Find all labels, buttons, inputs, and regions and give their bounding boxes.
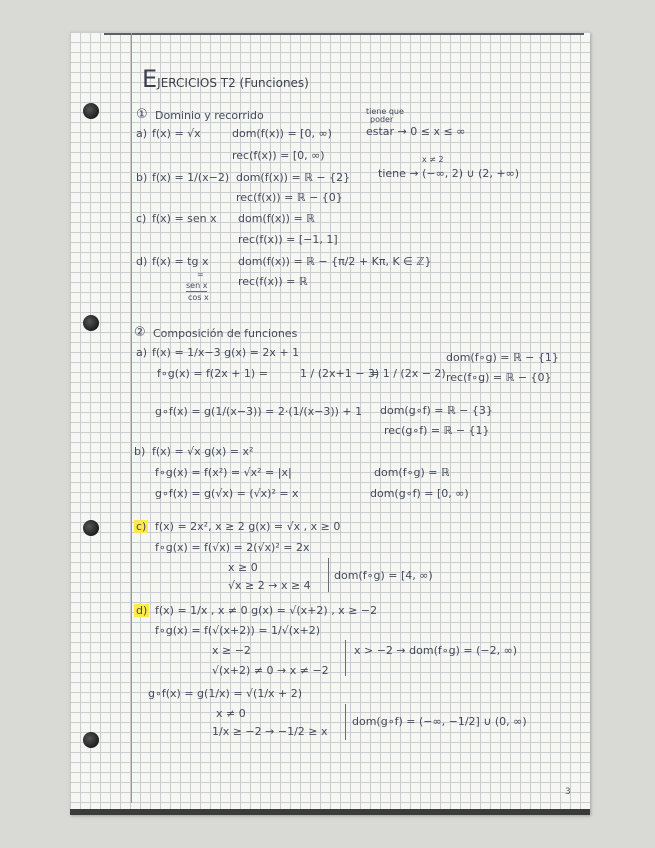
composition-gof: g∘f(x) = g(1/x) = √(1/x + 2) (148, 687, 303, 700)
functions-definition: f(x) = 2x², x ≥ 2 g(x) = √x , x ≥ 0 (155, 520, 341, 533)
domain-result: dom(f∘g) = [4, ∞) (334, 569, 433, 582)
condition: 1/x ≥ −2 → −1/2 ≥ x (212, 725, 328, 738)
binder-hole (83, 732, 99, 748)
margin-line (131, 33, 132, 803)
composition-fog-result: = 1 / (2x − 2) (370, 367, 446, 380)
brace-line (345, 704, 346, 740)
brace-line (328, 558, 329, 592)
domain-result: dom(g∘f) = ℝ − {3} (380, 404, 493, 417)
item-label: a) (136, 127, 148, 140)
side-note: tiene → (−∞, 2) ∪ (2, +∞) (378, 167, 520, 180)
functions-definition: f(x) = 1/x , x ≠ 0 g(x) = √(x+2) , x ≥ −2 (155, 604, 378, 617)
highlighted-label: c) (136, 520, 147, 533)
domain-result: dom(f(x)) = ℝ − {π/2 + Kπ, K ∈ ℤ} (238, 255, 432, 268)
domain-result: dom(f(x)) = [0, ∞) (232, 127, 332, 140)
range-result: rec(f(x)) = ℝ − {0} (236, 191, 343, 204)
side-note-line-1: tiene que (366, 107, 404, 116)
fraction-denominator: cos x (188, 293, 209, 302)
section-1-heading: Dominio y recorrido (155, 109, 264, 122)
functions-definition: f(x) = √x g(x) = x² (152, 445, 254, 458)
page-bottom-edge (70, 809, 590, 815)
condition: √(x+2) ≠ 0 → x ≠ −2 (212, 664, 329, 677)
binder-hole (83, 520, 99, 536)
fraction-numerator: sen x (186, 281, 208, 290)
range-result: rec(g∘f) = ℝ − {1} (384, 424, 490, 437)
section-2-number: ② (134, 325, 146, 340)
page-number: 3 (565, 787, 571, 797)
side-note-line-2: poder (370, 115, 394, 124)
function-definition: f(x) = √x (152, 127, 201, 140)
range-result: rec(f(x)) = [0, ∞) (232, 149, 325, 162)
composition-gof: g∘f(x) = g(1/(x−3)) = 2·(1/(x−3)) + 1 (155, 405, 363, 418)
condition: x ≥ 0 (228, 561, 258, 574)
side-note-line-3: estar → 0 ≤ x ≤ ∞ (366, 125, 466, 138)
domain-result: dom(g∘f) = (−∞, −1/2] ∪ (0, ∞) (352, 715, 527, 728)
item-label: b) (134, 445, 146, 458)
item-label: a) (136, 346, 148, 359)
functions-definition: f(x) = 1/x−3 g(x) = 2x + 1 (152, 346, 300, 359)
page-title (142, 65, 309, 93)
composition-fog: f∘g(x) = f(√(x+2)) = 1/√(x+2) (155, 624, 321, 637)
item-label: d) (136, 255, 148, 268)
composition-fog: f∘g(x) = f(x²) = √x² = |x| (155, 466, 292, 479)
range-result: rec(f(x)) = ℝ (238, 275, 308, 288)
domain-result: x > −2 → dom(f∘g) = (−2, ∞) (354, 644, 518, 657)
composition-fog: f∘g(x) = f(2x + 1) = (157, 367, 268, 380)
function-definition: f(x) = sen x (152, 212, 217, 225)
side-note: x ≠ 2 (422, 155, 444, 164)
binder-hole (83, 315, 99, 331)
function-definition: f(x) = 1/(x−2) (152, 171, 230, 184)
function-definition: f(x) = tg x (152, 255, 209, 268)
title-initial: E (142, 65, 158, 93)
condition: √x ≥ 2 → x ≥ 4 (228, 579, 311, 592)
page-top-edge (104, 33, 584, 35)
condition: x ≠ 0 (216, 707, 246, 720)
domain-result: dom(f(x)) = ℝ − {2} (236, 171, 351, 184)
condition: x ≥ −2 (212, 644, 251, 657)
composition-fog: f∘g(x) = f(√x) = 2(√x)² = 2x (155, 541, 310, 554)
item-label (134, 521, 148, 532)
range-result: rec(f(x)) = [−1, 1] (238, 233, 338, 246)
section-2-heading: Composición de funciones (153, 327, 298, 340)
item-label: c) (136, 212, 147, 225)
domain-result: dom(f∘g) = ℝ (374, 466, 450, 479)
composition-gof: g∘f(x) = g(√x) = (√x)² = x (155, 487, 299, 500)
range-result: rec(f∘g) = ℝ − {0} (446, 371, 552, 384)
binder-hole (83, 103, 99, 119)
domain-result: dom(f∘g) = ℝ − {1} (446, 351, 559, 364)
highlighted-label: d) (136, 604, 148, 617)
domain-result: dom(g∘f) = [0, ∞) (370, 487, 469, 500)
domain-result: dom(f(x)) = ℝ (238, 212, 315, 225)
item-label (134, 605, 149, 616)
brace-line (345, 640, 346, 676)
equal-sign: = (197, 270, 204, 279)
section-1-number: ① (136, 107, 148, 122)
title-text: JERCICIOS T2 (Funciones) (157, 76, 309, 90)
item-label: b) (136, 171, 148, 184)
composition-fog-fraction: 1 / (2x+1 − 3) (300, 367, 380, 380)
